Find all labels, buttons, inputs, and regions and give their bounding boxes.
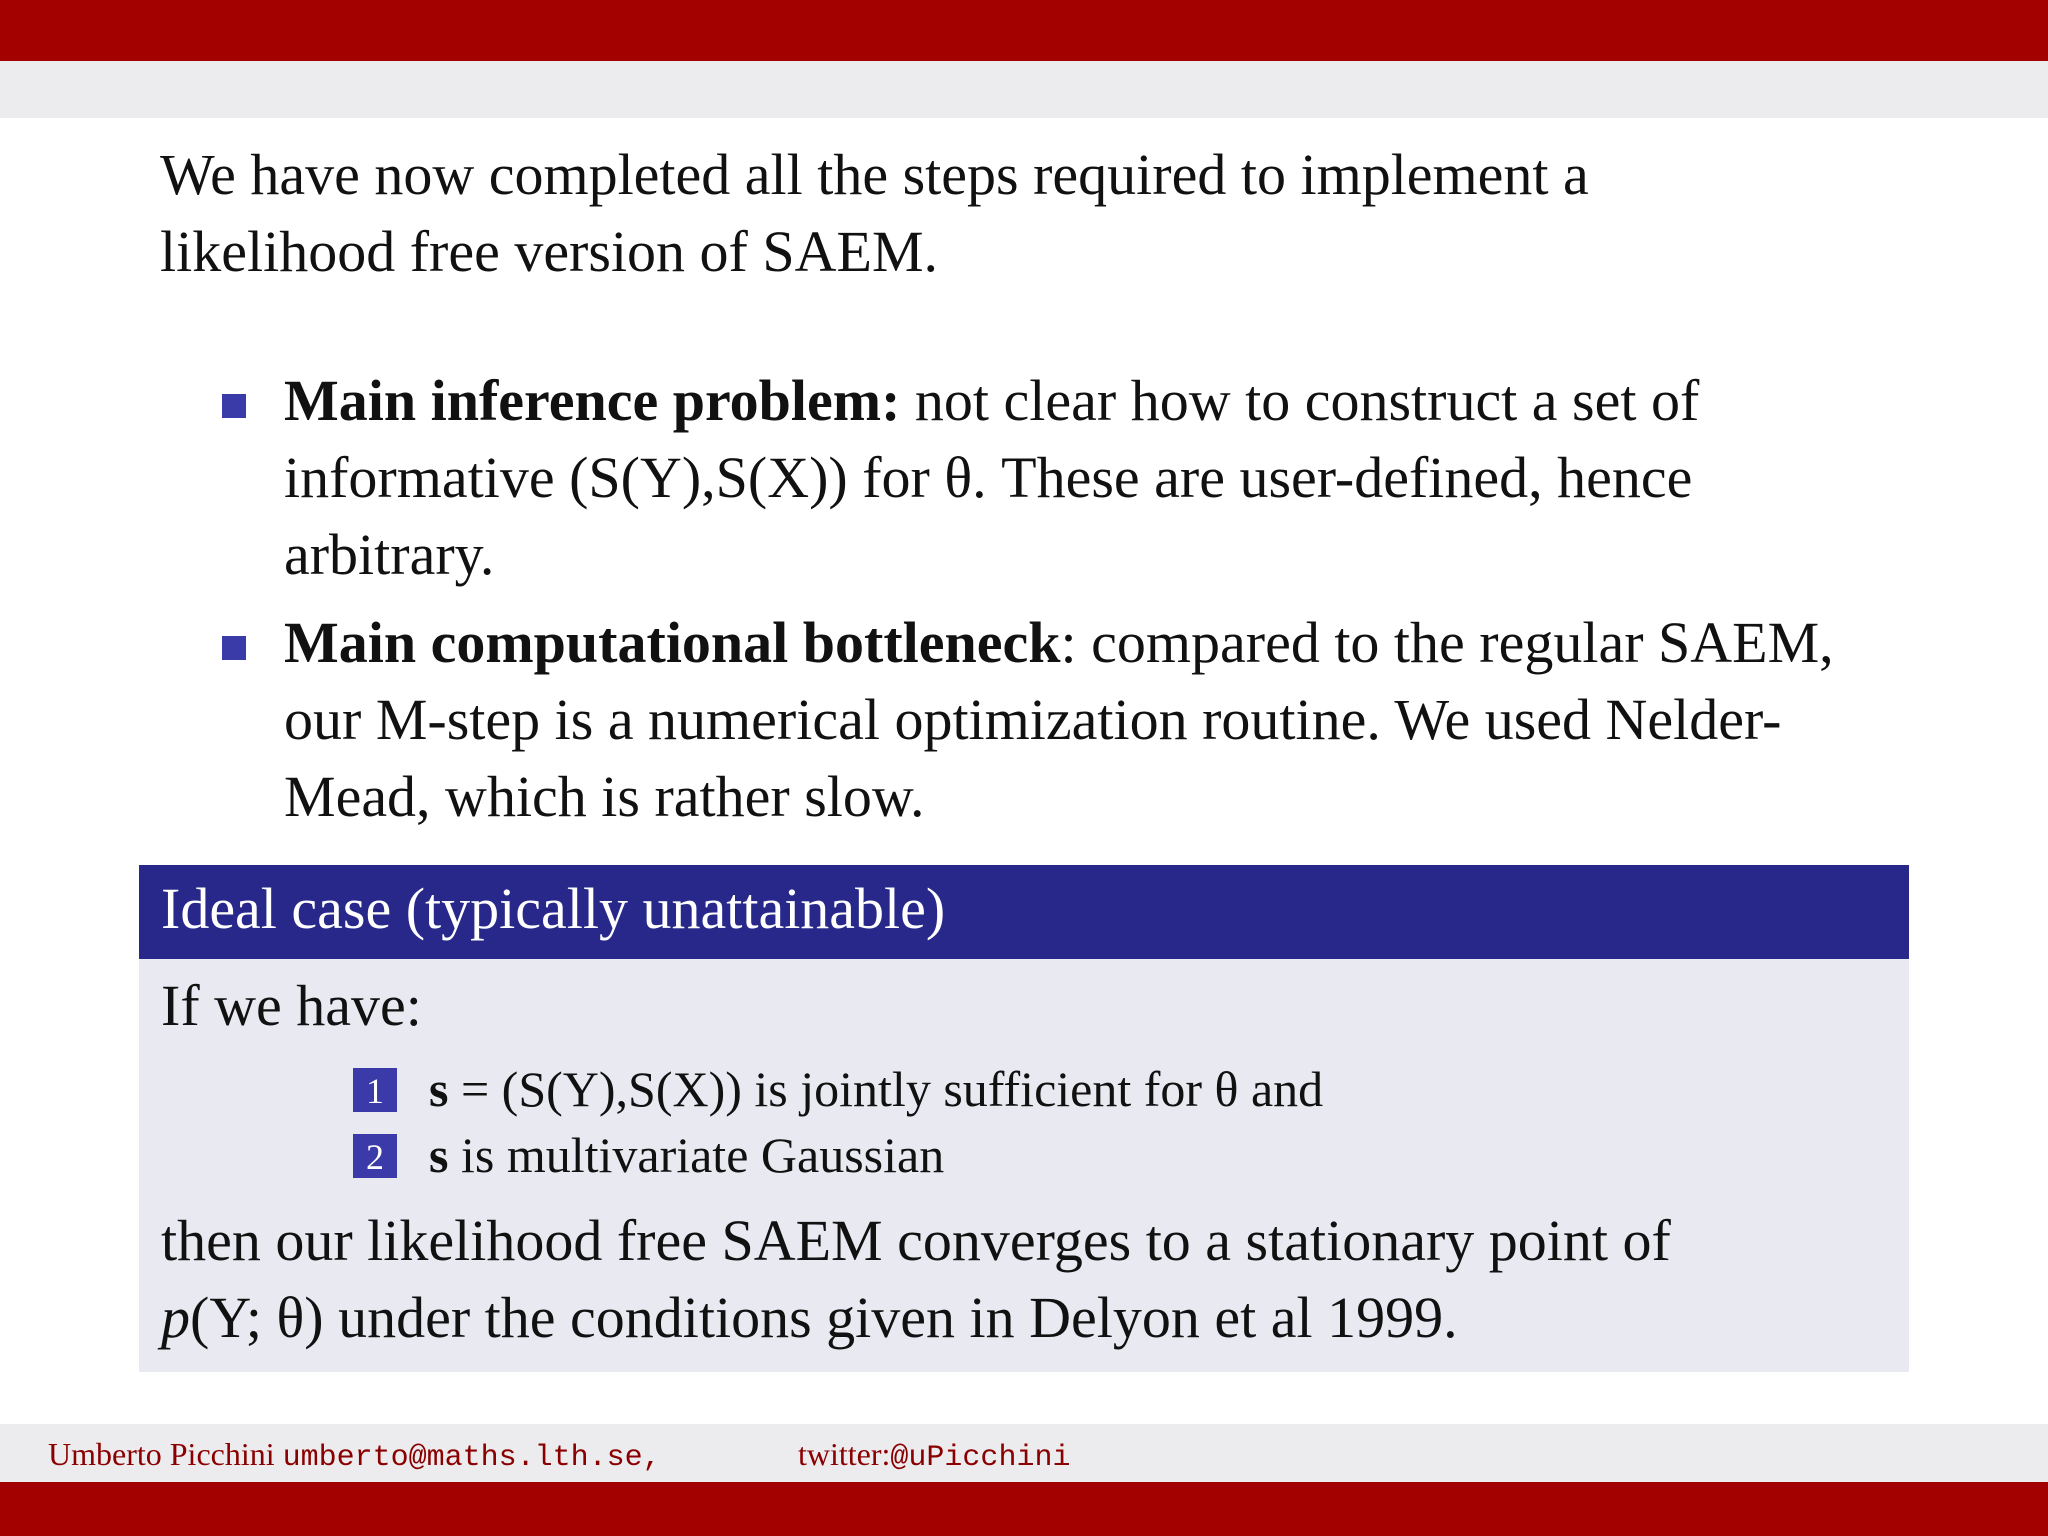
block-conclusion-line-1: then our likelihood free SAEM converges to a stationary point of <box>161 1208 1671 1273</box>
condition-text: is multivariate Gaussian <box>448 1127 945 1183</box>
block-intro: If we have: <box>161 973 422 1038</box>
header-strip <box>0 61 2048 118</box>
author-email: umberto@maths.lth.se, <box>282 1441 661 1475</box>
condition-text: = (S(Y),S(X)) is jointly sufficient for θ and <box>448 1061 1324 1117</box>
number-badge: 2 <box>353 1134 397 1178</box>
author-name: Umberto Picchini <box>48 1436 275 1472</box>
number-badge: 1 <box>353 1068 397 1112</box>
block-body <box>139 959 1909 1372</box>
math-p: p <box>161 1285 190 1350</box>
conditions-list <box>353 1056 1887 1188</box>
intro-paragraph <box>160 136 1960 290</box>
top-frame-bar <box>0 0 2048 61</box>
square-bullet-icon <box>222 394 246 418</box>
twitter-label: twitter: <box>798 1436 891 1472</box>
block-conclusion-line-2 <box>161 1279 1887 1356</box>
condition-symbol: s <box>429 1061 449 1117</box>
bullet-computational-bottleneck <box>222 604 1902 835</box>
bullet-text: not clear how to construct a set of informative (S(Y),S(X)) for θ. These are user-defined, hence arbitrary. <box>284 368 1700 587</box>
bullet-heading: Main computational bottleneck <box>284 610 1061 675</box>
bullet-heading: Main inference problem: <box>284 368 901 433</box>
conclusion-text: (Y; θ) under the conditions given in Delyon et al 1999. <box>190 1285 1458 1350</box>
footer-author <box>48 1436 661 1476</box>
square-bullet-icon <box>222 636 246 660</box>
bullet-text: : compared to the regular SAEM, our M-step is a numerical optimization routine. We used Nelder-Mead, which is rather slow. <box>284 610 1834 829</box>
block-title: Ideal case (typically unattainable) <box>139 865 1909 959</box>
condition-item <box>353 1056 1887 1122</box>
bullet-list <box>222 362 1902 846</box>
intro-line-2: likelihood free version of SAEM. <box>160 219 939 284</box>
bottom-frame-bar <box>0 1482 2048 1536</box>
condition-item <box>353 1122 1887 1188</box>
footer-twitter <box>798 1436 1070 1476</box>
bullet-inference-problem <box>222 362 1902 593</box>
condition-symbol: s <box>429 1127 449 1183</box>
twitter-handle: @uPicchini <box>890 1441 1071 1475</box>
intro-line-1: We have now completed all the steps required to implement a <box>160 142 1589 207</box>
theorem-block <box>139 865 1909 1372</box>
